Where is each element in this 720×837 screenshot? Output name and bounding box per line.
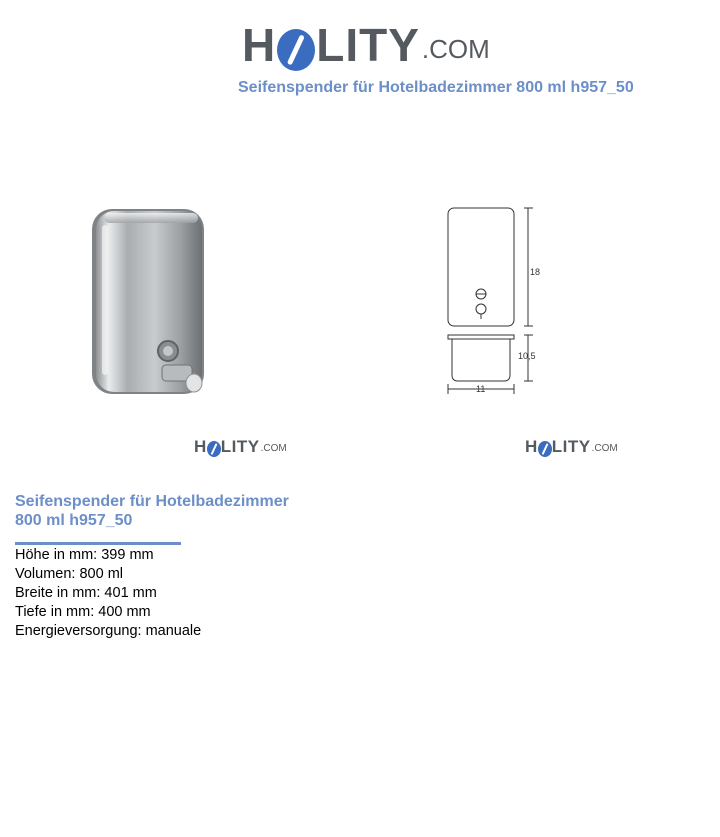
logo-suffix: .COM [421,34,490,64]
technical-drawing [440,203,550,401]
spec-list [15,546,201,641]
drawing-lower-height-label: 10,5 [518,351,536,361]
drawing-width-label: 11 [476,384,486,394]
title-divider [15,542,181,545]
page-title: Seifenspender für Hotelbadezimmer 800 ml h957_50 [238,79,634,96]
drawing-watermark-logo [525,438,618,455]
logo-text-right: LITY [316,19,420,71]
photo-watermark-logo [194,438,287,455]
logo-o-icon [277,29,315,71]
watermark-o-icon [207,441,221,457]
drawing-height-label: 18 [530,267,541,277]
watermark-suffix: .COM [260,443,287,454]
spec-height: Höhe in mm: 399 mm [15,547,154,563]
watermark-text-left: H [194,437,207,456]
site-logo[interactable] [242,12,490,71]
watermark-o-icon [538,441,552,457]
watermark-suffix: .COM [591,443,618,454]
watermark-text-right: LITY [551,437,591,456]
logo-text-left: H [242,19,277,71]
spec-width: Breite in mm: 401 mm [15,585,157,601]
spec-power: Energieversorgung: manuale [15,623,202,639]
watermark-text-right: LITY [220,437,260,456]
product-title: Seifenspender für Hotelbadezimmer 800 ml h957_50 [15,493,289,529]
watermark-text-left: H [525,437,538,456]
spec-volume: Volumen: 800 ml [15,566,124,582]
soap-dispenser-photo [88,205,208,400]
spec-depth: Tiefe in mm: 400 mm [15,604,151,620]
